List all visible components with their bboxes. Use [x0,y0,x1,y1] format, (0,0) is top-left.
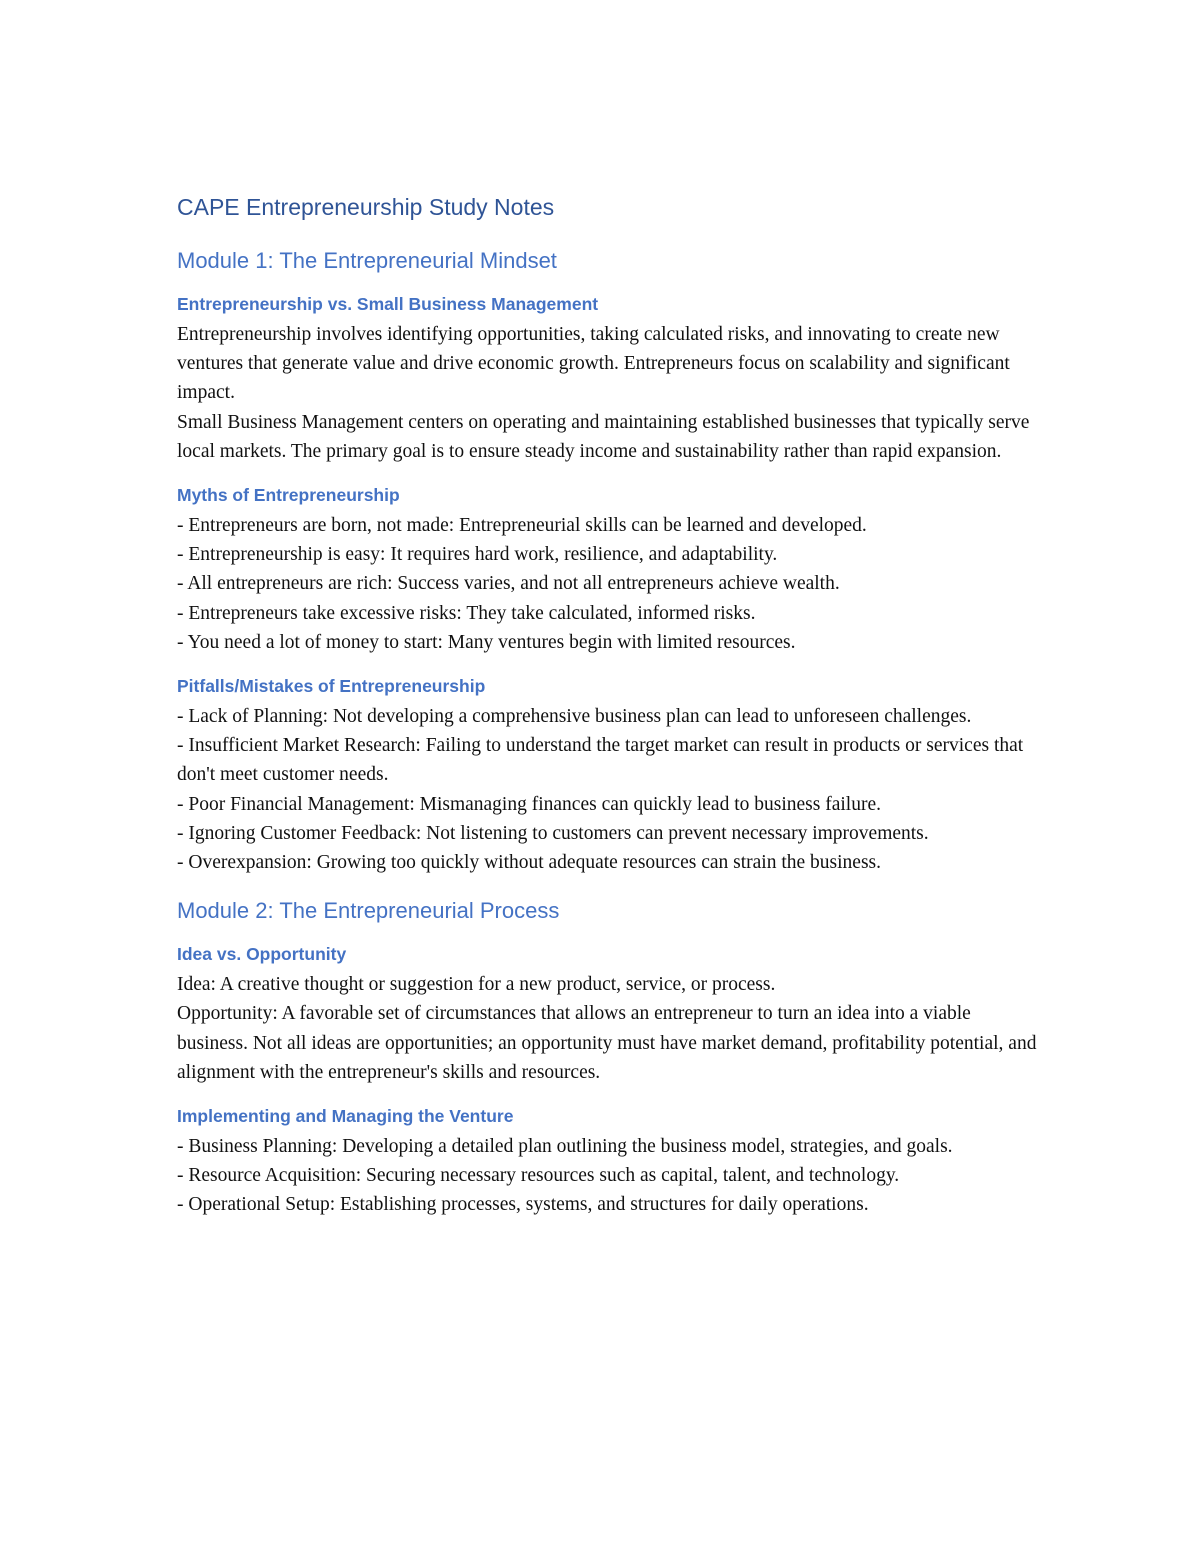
document-title: CAPE Entrepreneurship Study Notes [177,194,555,220]
list-item: - Ignoring Customer Feedback: Not listening to customers can prevent necessary improvements. [177,822,929,844]
list-item: - Overexpansion: Growing too quickly without adequate resources can strain the business. [177,852,881,874]
module-1 [177,244,1037,877]
list-item: - All entrepreneurs are rich: Success varies, and not all entrepreneurs achieve wealth. [177,573,840,595]
list-item: - Lack of Planning: Not developing a comprehensive business plan can lead to unforeseen challenges. [177,706,972,728]
list-item: - Business Planning: Developing a detailed plan outlining the business model, strategies, and goals. [177,1136,953,1158]
section-heading: Pitfalls/Mistakes of Entrepreneurship [177,676,486,697]
list-item: - You need a lot of money to start: Many ventures begin with limited resources. [177,631,796,653]
section-entrepreneurship-vs-small-business [177,292,1037,466]
paragraph: Idea: A creative thought or suggestion for a new product, service, or process. [177,974,776,996]
list-item: - Poor Financial Management: Mismanaging finances can quickly lead to business failure. [177,793,881,815]
section-heading: Idea vs. Opportunity [177,944,347,965]
paragraph: Small Business Management centers on operating and maintaining established businesses that typically serve local markets. The primary goal is to ensure steady income and sustainability rather than rapid expansion. [177,411,1030,462]
section-pitfalls [177,674,1037,877]
section-heading: Implementing and Managing the Venture [177,1106,514,1127]
paragraph: Entrepreneurship involves identifying opportunities, taking calculated risks, and innovating to create new ventures that generate value and drive economic growth. Entrepreneurs focus on scalability and significant impact. [177,324,1010,404]
section-heading: Entrepreneurship vs. Small Business Management [177,294,599,314]
document-page [177,190,1037,1237]
module-heading: Module 1: The Entrepreneurial Mindset [177,248,557,273]
section-myths [177,483,1037,657]
list-item: - Resource Acquisition: Securing necessary resources such as capital, talent, and technology. [177,1165,900,1187]
section-heading: Myths of Entrepreneurship [177,485,400,506]
paragraph: Opportunity: A favorable set of circumstances that allows an entrepreneur to turn an idea into a viable business. Not all ideas are opportunities; an opportunity must have market demand, profitability potential, and alignment with the entrepreneur's skills and resources. [177,1003,1037,1083]
list-item: - Operational Setup: Establishing processes, systems, and structures for daily operations. [177,1194,869,1216]
module-heading: Module 2: The Entrepreneurial Process [177,898,560,924]
list-item: - Insufficient Market Research: Failing to understand the target market can result in products or services that don't meet customer needs. [177,735,1024,786]
list-item: - Entrepreneurs take excessive risks: They take calculated, informed risks. [177,602,756,624]
module-2 [177,894,1037,1219]
section-implementing-managing [177,1104,1037,1220]
list-item: - Entrepreneurs are born, not made: Entrepreneurial skills can be learned and developed. [177,515,867,537]
section-idea-vs-opportunity [177,942,1037,1087]
list-item: - Entrepreneurship is easy: It requires hard work, resilience, and adaptability. [177,544,778,566]
